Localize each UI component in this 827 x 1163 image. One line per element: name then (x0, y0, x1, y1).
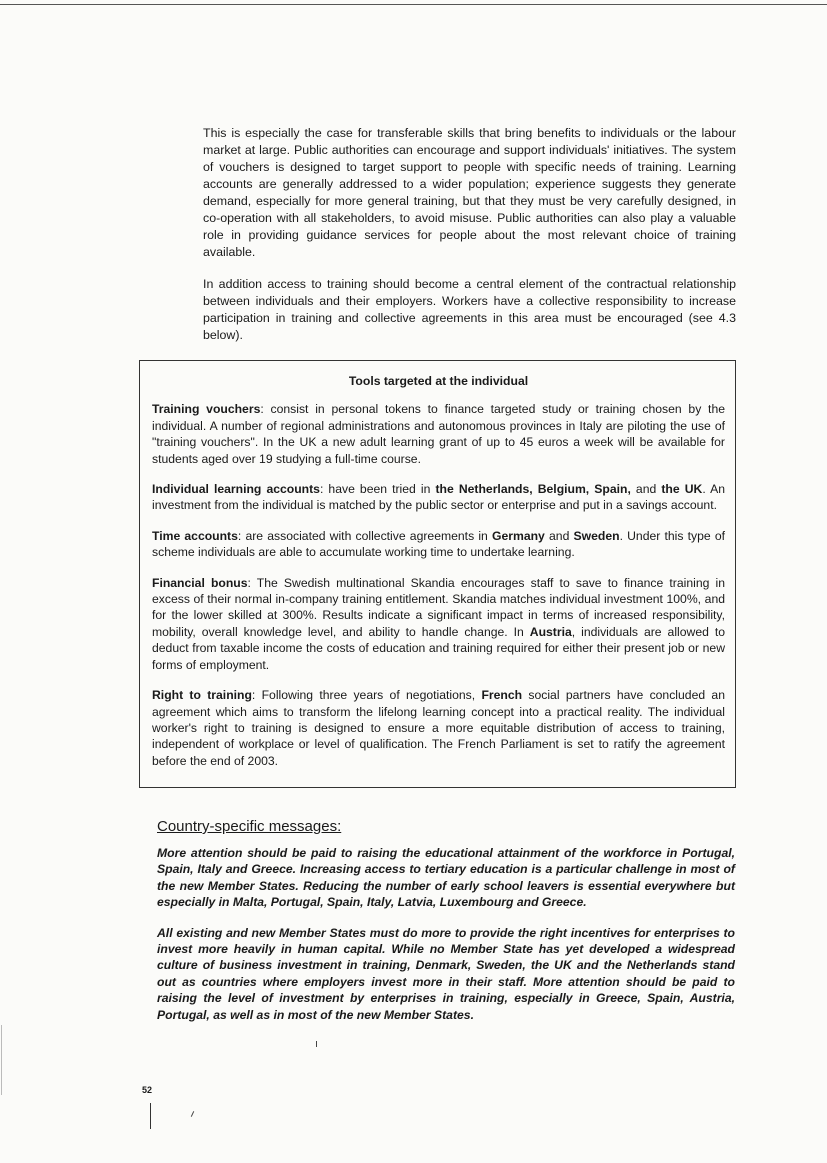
box-item-term: Training vouchers (152, 402, 261, 417)
country-heading: Country-specific messages: (157, 818, 342, 835)
scan-mark (191, 1111, 194, 1117)
box-item-learning-accounts: Individual learning accounts: have been tried in the Netherlands, Belgium, Spain, and the UK. An investment from the individual is matched by the public sector or enterprise and put in a savings account. (152, 482, 726, 513)
box-title: Tools targeted at the individual (348, 374, 529, 388)
scan-mark (316, 1041, 317, 1047)
box-item-financial-bonus: Financial bonus: The Swedish multinational Skandia encourages staff to save to finance training in excess of their normal in-company training entitlement. Skandia matches individual investment 100%, and for the lower skilled at 300%. Results indicate a significant impact in terms of increased responsibility, mobility, overall knowledge level, and ability to handle change. In Austria, individuals are allowed to deduct from taxable income the costs of education and training required for either their present job or new forms of employment. (152, 575, 725, 672)
page-number: 52 (142, 1085, 153, 1095)
box-item-term: Individual learning accounts (152, 482, 320, 497)
top-rule (0, 4, 827, 5)
scan-edge-line (1, 1025, 2, 1095)
box-item-time-accounts: Time accounts: are associated with collective agreements in Germany and Sweden. Under this type of scheme individuals are able to accumulate working time to undertake learning. (152, 528, 725, 560)
box-item-right-to-training: Right to training: Following three years of negotiations, French social partners have concluded an agreement which aims to transform the lifelong learning concept into a practical reality. The individual worker's right to training is designed to ensure a more equitable distribution of access to training, independent of workplace or level of qualification. The French Parliament is set to ratify the agreement before the end of 2003. (152, 688, 725, 768)
box-item-term: Right to training (152, 688, 252, 703)
box-item-training-vouchers: Training vouchers: consist in personal tokens to finance targeted study or training chosen by the individual. A number of regional administrations and autonomous provinces in Italy are piloting the use of "training vouchers". In the UK a new adult learning grant of up to 45 euros a week will be available for students aged over 19 studying a full-time course. (152, 402, 725, 466)
country-messages (157, 818, 735, 1037)
tools-box (139, 360, 736, 788)
intro-paragraph-2: In addition access to training should become a central element of the contractual relationship between individuals and their employers. Workers have a collective responsibility to increase participation in training and collective agreements in this area must be encouraged (see 4.3 below). (203, 277, 736, 342)
intro-paragraph-1: This is especially the case for transferable skills that bring benefits to individuals or the labour market at large. Public authorities can encourage and support individuals' initiatives. The system of vouchers is designed to target support to people with specific needs of training. Learning accounts are generally addressed to a wider population; experience suggests they generate demand, especially for more general training, but that they must be very carefully designed, in co-operation with all stakeholders, to avoid misuse. Public authorities can also play a valuable role in providing guidance services for people about the most relevant choice of training available. (203, 126, 736, 259)
intro-text (203, 125, 736, 359)
box-item-term: Time accounts (152, 528, 238, 543)
box-item-term: Financial bonus (152, 575, 248, 590)
country-paragraph-2: All existing and new Member States must do more to provide the right incentives for enterprises to invest more heavily in human capital. While no Member State has yet developed a widespread culture of business investment in training, Denmark, Sweden, the UK and the Netherlands stand out as countries where employers invest more in their staff. More attention should be paid to raising the level of investment by enterprises in training, especially in Greece, Spain, Austria, Portugal, as well as in most of the new Member States. (157, 925, 735, 1022)
country-paragraph-1: More attention should be paid to raising the educational attainment of the workforce in Portugal, Spain, Italy and Greece. Increasing access to tertiary education is a particular challenge in most of the new Member States. Reducing the number of early school leavers is essential everywhere but especially in Malta, Portugal, Spain, Italy, Latvia, Luxembourg and Greece. (157, 846, 735, 910)
margin-bar (150, 1103, 151, 1129)
